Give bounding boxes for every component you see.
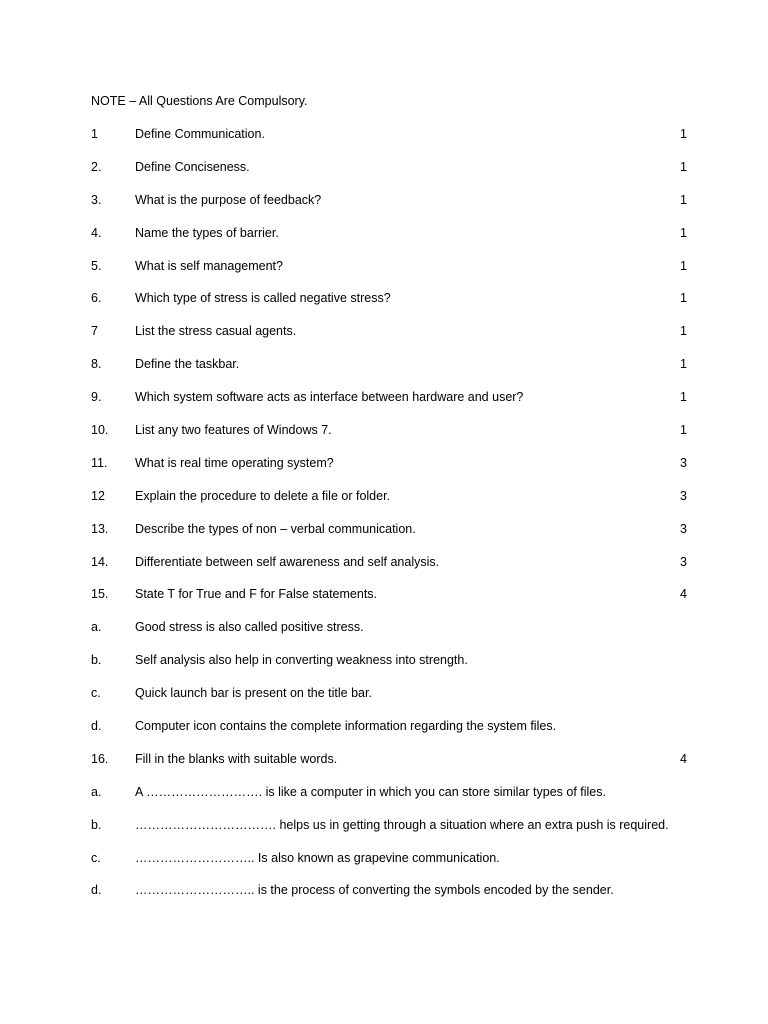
question-text: What is real time operating system? [135,455,334,470]
question-text: State T for True and F for False statements. [135,587,378,602]
question-row [91,193,691,226]
sub-question-row [91,785,691,818]
question-marks: 3 [680,554,687,569]
question-text: What is self management? [135,258,283,273]
question-text: Fill in the blanks with suitable words. [135,751,338,766]
question-number: 10. [91,423,109,438]
question-row [91,423,691,456]
question-row [91,259,691,292]
question-number: 5. [91,258,102,273]
question-marks: 1 [680,159,687,174]
question-row [91,587,691,620]
question-row [91,390,691,423]
question-row [91,291,691,324]
question-marks: 1 [680,357,687,372]
sub-question-letter: a. [91,620,102,635]
question-marks: 1 [680,192,687,207]
question-marks: 3 [680,488,687,503]
question-marks: 1 [680,258,687,273]
question-number: 8. [91,357,102,372]
question-text: Define Communication. [135,127,265,141]
sub-question-letter: c. [91,686,101,701]
sub-question-row [91,818,691,851]
sub-question-text: ……………………….. is the process of converting the symbols encoded by the sender. [135,883,614,898]
sub-question-text: ……………………………. helps us in getting through a situation where an extra push is required. [135,817,669,832]
sub-question-text: Quick launch bar is present on the title bar. [135,686,372,701]
question-number: 3. [91,192,102,207]
question-text: Define the taskbar. [135,357,240,372]
question-row [91,226,691,259]
sub-question-row [91,883,691,916]
question-number: 6. [91,291,102,306]
sub-question-letter: a. [91,784,102,799]
question-marks: 1 [680,324,687,339]
question-row [91,160,691,193]
question-row [91,489,691,522]
question-text: List any two features of Windows 7. [135,423,332,438]
sub-question-text: A ………………………. is like a computer in which you can store similar types of files. [135,784,606,799]
sub-question-letter: d. [91,719,102,734]
question-marks: 3 [680,521,687,536]
sub-question-text: ……………………….. Is also known as grapevine communication. [135,850,500,865]
question-row [91,555,691,588]
sub-question-row [91,851,691,884]
note-instruction: NOTE – All Questions Are Compulsory. [91,94,308,108]
question-marks: 1 [680,225,687,240]
question-number: 4. [91,225,102,240]
question-number: 1 [91,127,98,141]
sub-question-letter: b. [91,817,102,832]
question-marks: 1 [680,291,687,306]
question-number: 16. [91,751,109,766]
question-text: Differentiate between self awareness and self analysis. [135,554,440,569]
question-marks: 1 [680,390,687,405]
question-marks: 1 [680,423,687,438]
sub-question-row [91,686,691,719]
sub-question-text: Good stress is also called positive stress. [135,620,364,635]
question-text: Explain the procedure to delete a file or folder. [135,488,391,503]
question-text: Define Conciseness. [135,159,250,174]
question-number: 13. [91,521,109,536]
sub-question-row [91,653,691,686]
question-list [91,127,691,916]
question-row [91,127,691,160]
question-number: 15. [91,587,109,602]
question-text: Which system software acts as interface between hardware and user? [135,390,524,405]
question-row [91,357,691,390]
question-text: Describe the types of non – verbal communication. [135,521,416,536]
sub-question-text: Self analysis also help in converting weakness into strength. [135,653,468,668]
sub-question-row [91,719,691,752]
question-marks: 3 [680,455,687,470]
sub-question-letter: c. [91,850,101,865]
sub-question-letter: d. [91,883,102,898]
question-number: 9. [91,390,102,405]
question-number: 2. [91,159,102,174]
question-row [91,522,691,555]
question-text: Name the types of barrier. [135,225,279,240]
sub-question-row [91,620,691,653]
question-number: 11. [91,455,108,470]
question-number: 12 [91,488,105,503]
question-number: 14. [91,554,109,569]
question-row [91,324,691,357]
question-row [91,752,691,785]
question-row [91,456,691,489]
question-marks: 4 [680,751,687,766]
question-marks: 4 [680,587,687,602]
question-text: List the stress casual agents. [135,324,297,339]
question-number: 7 [91,324,98,339]
question-text: Which type of stress is called negative stress? [135,291,391,306]
sub-question-text: Computer icon contains the complete information regarding the system files. [135,719,557,734]
sub-question-letter: b. [91,653,102,668]
question-marks: 1 [680,127,687,141]
question-text: What is the purpose of feedback? [135,192,322,207]
